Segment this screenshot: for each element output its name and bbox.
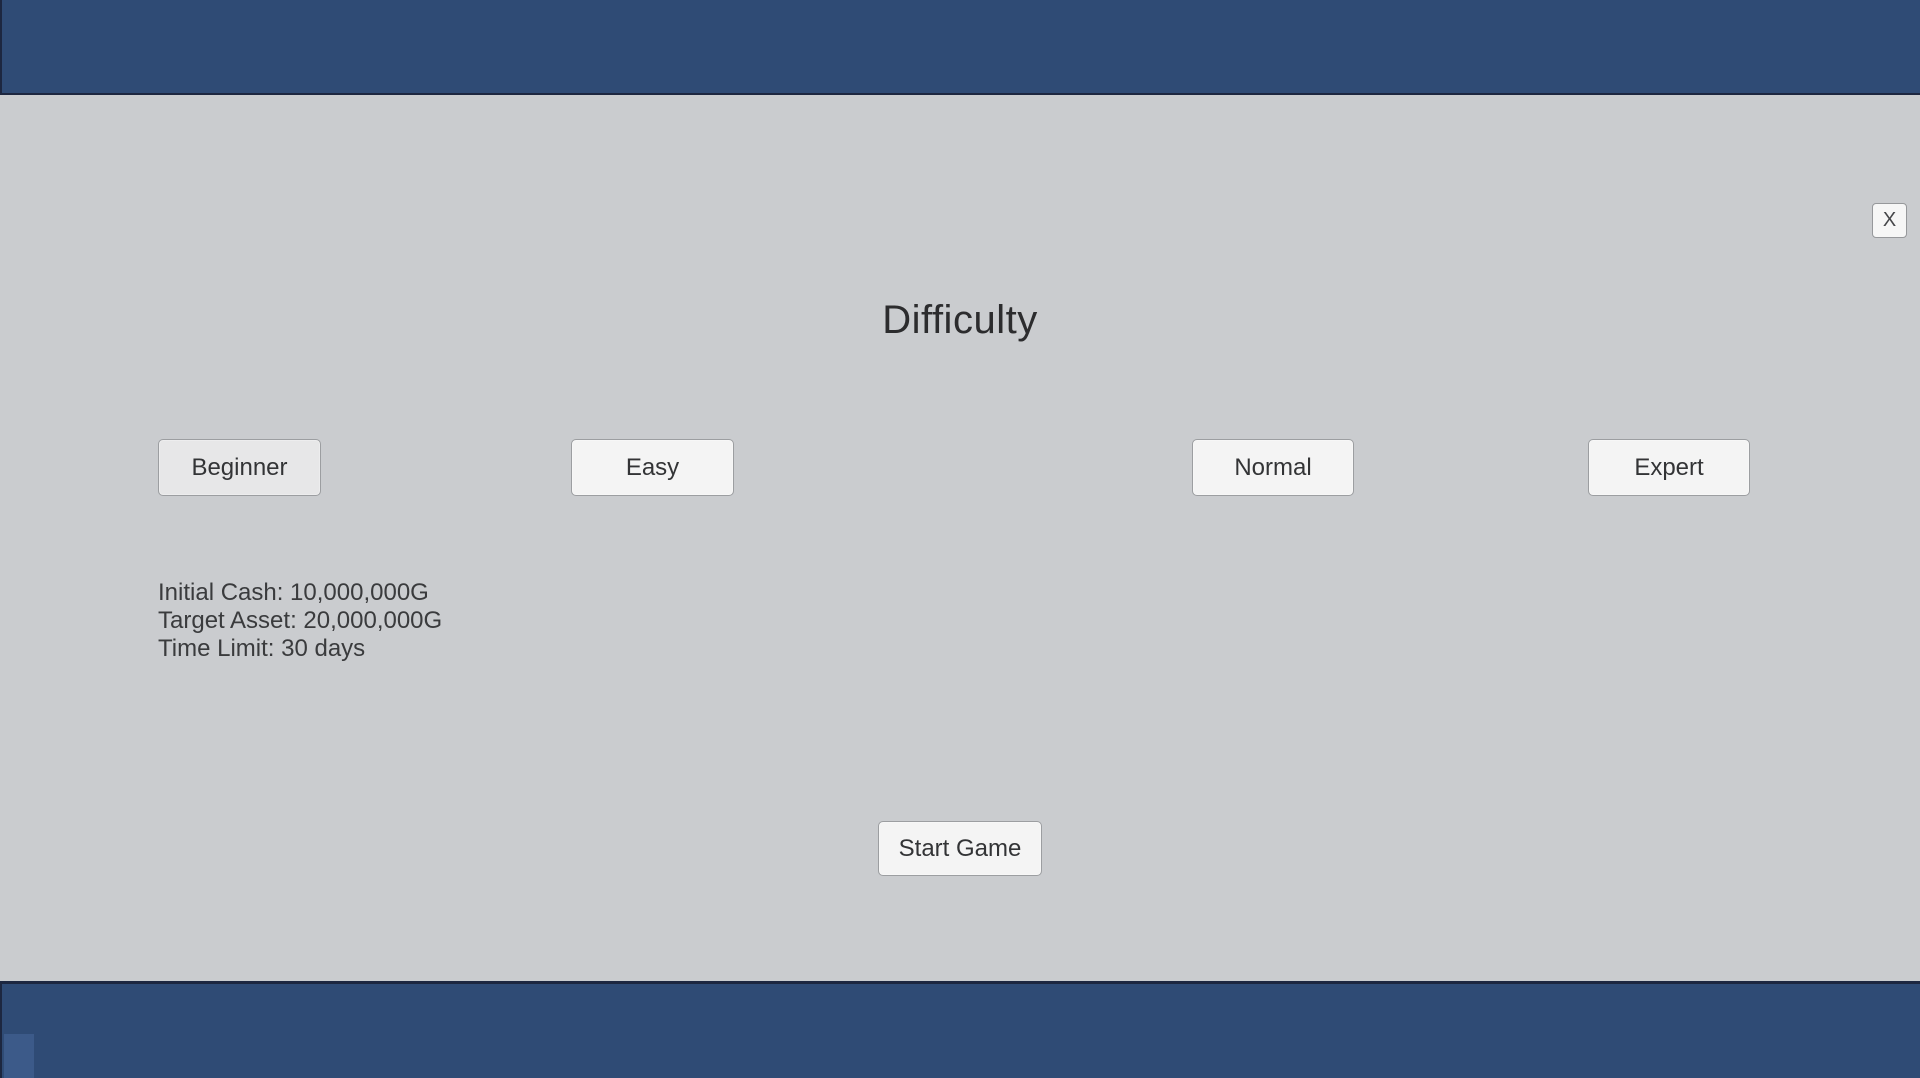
top-background-bar [0,0,1920,93]
bottom-left-accent [4,1034,34,1078]
difficulty-dialog [0,93,1920,984]
info-line-target-asset: Target Asset: 20,000,000G [158,607,443,634]
bottom-background-bar [0,984,1920,1078]
difficulty-button-easy[interactable]: Easy [571,439,734,496]
info-line-time-limit: Time Limit: 30 days [158,635,366,662]
difficulty-button-expert[interactable]: Expert [1588,439,1750,496]
start-game-button[interactable]: Start Game [878,821,1042,876]
difficulty-button-normal[interactable]: Normal [1192,439,1354,496]
close-button[interactable]: X [1872,203,1907,238]
info-line-initial-cash: Initial Cash: 10,000,000G [158,579,429,606]
difficulty-details [158,579,442,663]
difficulty-button-beginner[interactable]: Beginner [158,439,321,496]
dialog-title: Difficulty [882,298,1038,342]
